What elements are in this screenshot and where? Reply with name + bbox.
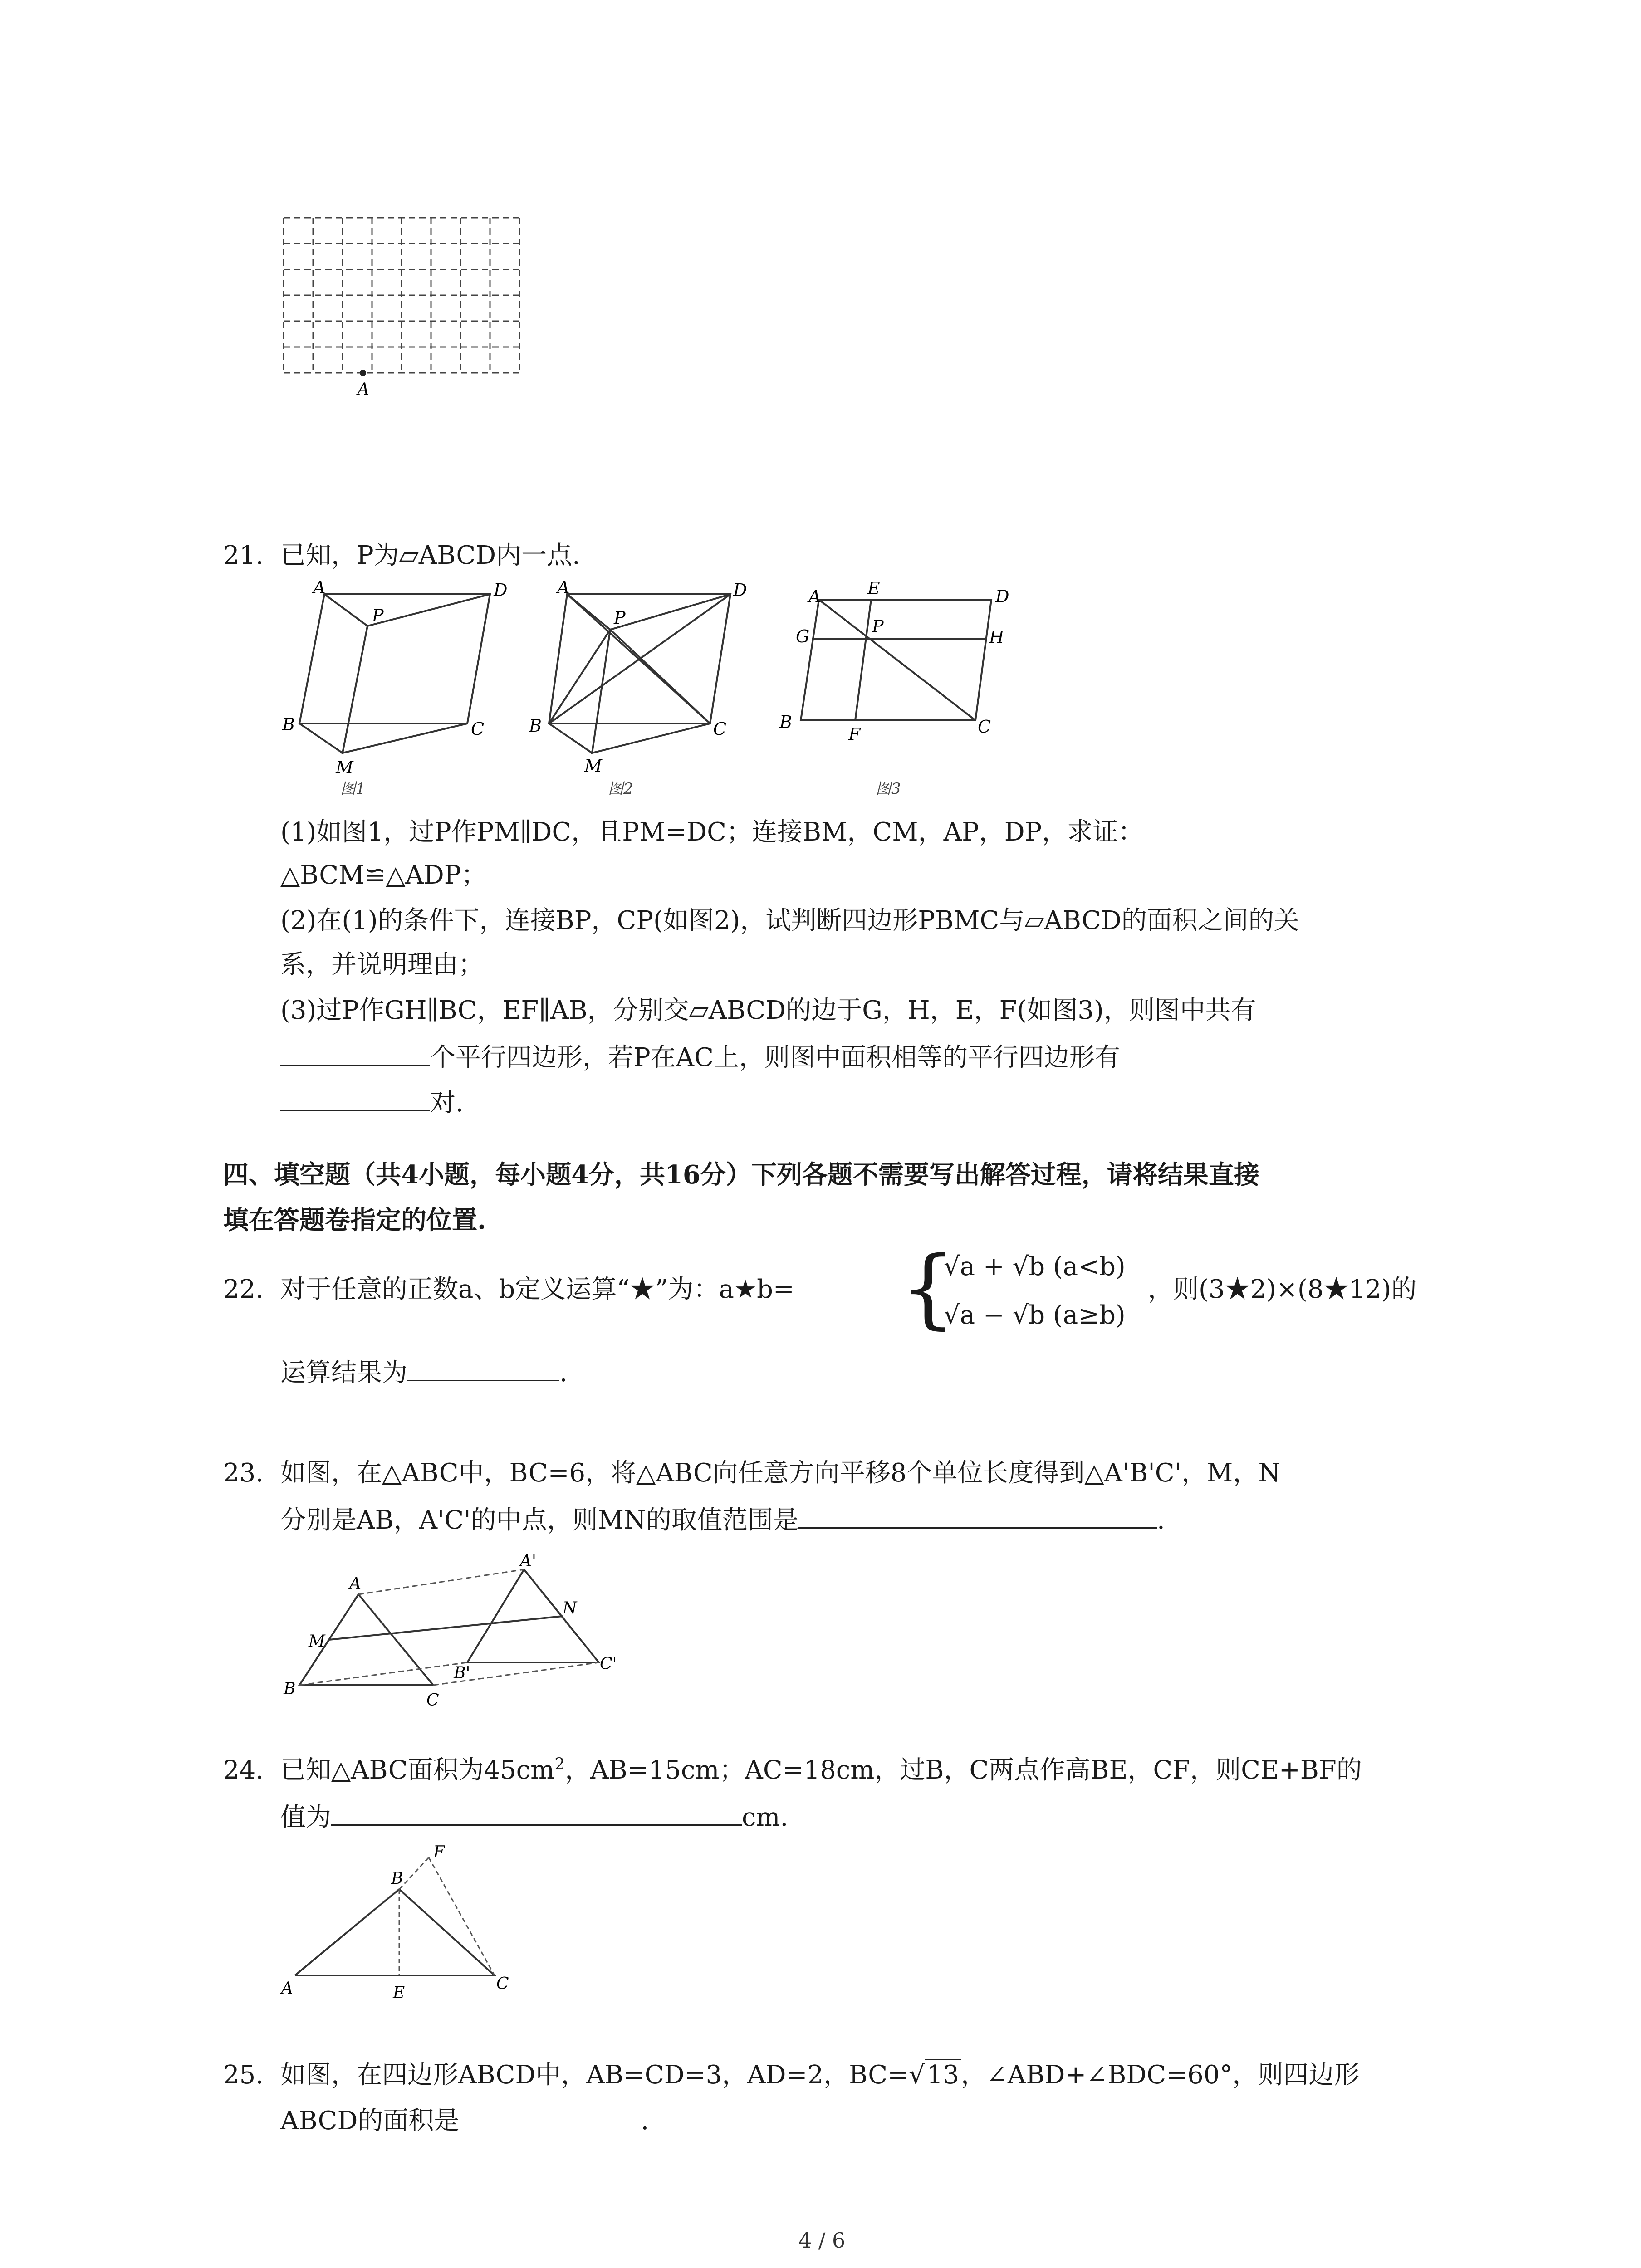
svg-text:A': A'	[520, 1552, 536, 1570]
svg-text:C': C'	[600, 1655, 617, 1673]
q25-answer-space[interactable]	[459, 2105, 641, 2129]
svg-text:D: D	[733, 580, 747, 600]
svg-text:C: C	[978, 717, 991, 737]
q25-line2-row: ABCD的面积是 .	[280, 2105, 649, 2137]
q22-stem-a: 对于任意的正数a、b定义运算“★”为：a★b=	[280, 1275, 794, 1304]
q24-number: 24.	[223, 1755, 264, 1785]
svg-text:C: C	[426, 1691, 439, 1710]
svg-text:B: B	[391, 1869, 403, 1888]
q24-answer-blank[interactable]	[331, 1800, 742, 1826]
q23-figure	[272, 1549, 626, 1712]
svg-text:A: A	[808, 587, 821, 606]
q23-answer-blank[interactable]	[798, 1503, 1157, 1529]
q21-figure-1	[277, 576, 513, 803]
q25-line1-b: ，∠ABD+∠BDC=60°，则四边形	[961, 2060, 1360, 2090]
sqrt-icon: √	[909, 2060, 925, 2090]
q22-line2: 运算结果为	[280, 1358, 407, 1388]
svg-text:B: B	[529, 716, 542, 736]
grid-point-label: A	[358, 380, 369, 399]
svg-text:C: C	[713, 719, 727, 739]
svg-text:E: E	[393, 1984, 405, 2002]
grid-point-a	[360, 370, 366, 376]
svg-text:B: B	[779, 712, 792, 732]
svg-text:F: F	[433, 1844, 445, 1862]
q25-line2: ABCD的面积是	[280, 2106, 460, 2136]
section-4-heading-line1: 四、填空题（共4小题，每小题4分，共16分）下列各题不需要写出解答过程，请将结果直接	[223, 1160, 1259, 1190]
q24-line1-row: 已知△ABC面积为$45cm^2$，AB=15cm；AC=18cm，过B，C两点作高BE，CF，则CE+BF的	[280, 1755, 1362, 1785]
q21-answer-blank-2[interactable]	[280, 1085, 430, 1111]
q22-line2-row: 运算结果为 .	[280, 1355, 568, 1389]
q21-part2-line2: 系，并说明理由；	[280, 950, 484, 979]
svg-text:A: A	[281, 1979, 293, 1998]
svg-text:D: D	[494, 580, 508, 600]
svg-text:A: A	[557, 577, 570, 597]
q21-part3-line3: 对.	[430, 1088, 464, 1118]
q24-line1-a: 已知△ABC面积为45cm	[280, 1755, 555, 1785]
q23-number: 23.	[223, 1458, 264, 1488]
q25-sqrt-value: 13	[925, 2059, 961, 2090]
q21-part3-line1: (3)过P作GH∥BC，EF∥AB，分别交▱ABCD的边于G，H，E，F(如图3)，则图中共有	[280, 996, 1256, 1025]
q21-part1-line2: △BCM≌△ADP；	[280, 860, 487, 890]
q21-figure-3	[771, 576, 1025, 803]
q22-case-2: √a − √b (a≥b)	[944, 1300, 1126, 1330]
q25-line1-row	[280, 2059, 1359, 2091]
q21-part1-line1: (1)如图1，过P作PM∥DC，且PM=DC；连接BM，CM，AP，DP，求证：	[280, 817, 1144, 847]
q24-line2-row: 值为 cm.	[280, 1800, 788, 1833]
q23-line1: 如图，在△ABC中，BC=6，将△ABC向任意方向平移8个单位长度得到△A'B'C'，M，N	[280, 1458, 1281, 1488]
svg-text:F: F	[848, 724, 861, 744]
q22-stem-b: ，则(3★2)×(8★12)的	[1148, 1275, 1417, 1304]
q21-part2-line1: (2)在(1)的条件下，连接BP，CP(如图2)，试判断四边形PBMC与▱ABCD的面积之间的关	[280, 906, 1299, 935]
q24-figure	[272, 1844, 526, 2007]
q21-answer-blank-1[interactable]	[280, 1040, 430, 1066]
svg-text:M: M	[584, 756, 602, 776]
svg-text:B: B	[284, 1680, 296, 1698]
svg-text:P: P	[614, 608, 626, 628]
q21-part3-line2-row	[280, 1040, 1120, 1074]
svg-text:M: M	[309, 1632, 325, 1651]
q22-number: 22.	[223, 1275, 264, 1304]
q24-line2: 值为	[280, 1803, 331, 1832]
q24-line1-b: ，AB=15cm；AC=18cm，过B，C两点作高BE，CF，则CE+BF的	[565, 1755, 1362, 1785]
svg-text:A: A	[313, 577, 326, 597]
svg-text:C: C	[471, 719, 485, 739]
svg-text:N: N	[563, 1599, 577, 1618]
svg-text:P: P	[872, 616, 884, 636]
svg-text:D: D	[995, 587, 1009, 606]
svg-text:M: M	[336, 758, 353, 777]
q25-line1-a: 如图，在四边形ABCD中，AB=CD=3，AD=2，BC=	[280, 2060, 909, 2090]
svg-text:C: C	[496, 1975, 509, 1993]
q23-line2-row: 分别是AB，A'C'的中点，则MN的取值范围是 .	[280, 1503, 1165, 1536]
page-number: 4 / 6	[798, 2228, 846, 2253]
q21-fig3-caption: 图3	[876, 780, 901, 798]
q22-brace: {	[901, 1238, 955, 1338]
svg-text:B': B'	[454, 1664, 470, 1682]
q21-number: 21.	[223, 541, 264, 570]
svg-text:B: B	[282, 714, 295, 734]
svg-text:H: H	[989, 627, 1004, 647]
q22-case-1: √a + √b (a<b)	[944, 1252, 1126, 1281]
grid-figure	[272, 213, 535, 404]
q25-number: 25.	[223, 2060, 264, 2090]
q21-stem: 已知，P为▱ABCD内一点.	[280, 541, 580, 570]
q21-part3-line3-row	[280, 1085, 464, 1119]
q21-fig1-caption: 图1	[340, 780, 366, 798]
q23-line2: 分别是AB，A'C'的中点，则MN的取值范围是	[280, 1505, 799, 1535]
q21-fig2-caption: 图2	[608, 780, 633, 798]
q21-figure-2	[522, 576, 749, 803]
svg-text:E: E	[867, 578, 880, 598]
q21-part3-line2: 个平行四边形，若P在AC上，则图中面积相等的平行四边形有	[430, 1043, 1120, 1072]
svg-text:P: P	[372, 606, 384, 626]
svg-text:G: G	[796, 626, 810, 646]
q22-answer-blank[interactable]	[407, 1355, 559, 1381]
svg-text:A: A	[349, 1574, 361, 1593]
section-4-heading-line2: 填在答题卷指定的位置.	[223, 1205, 486, 1235]
